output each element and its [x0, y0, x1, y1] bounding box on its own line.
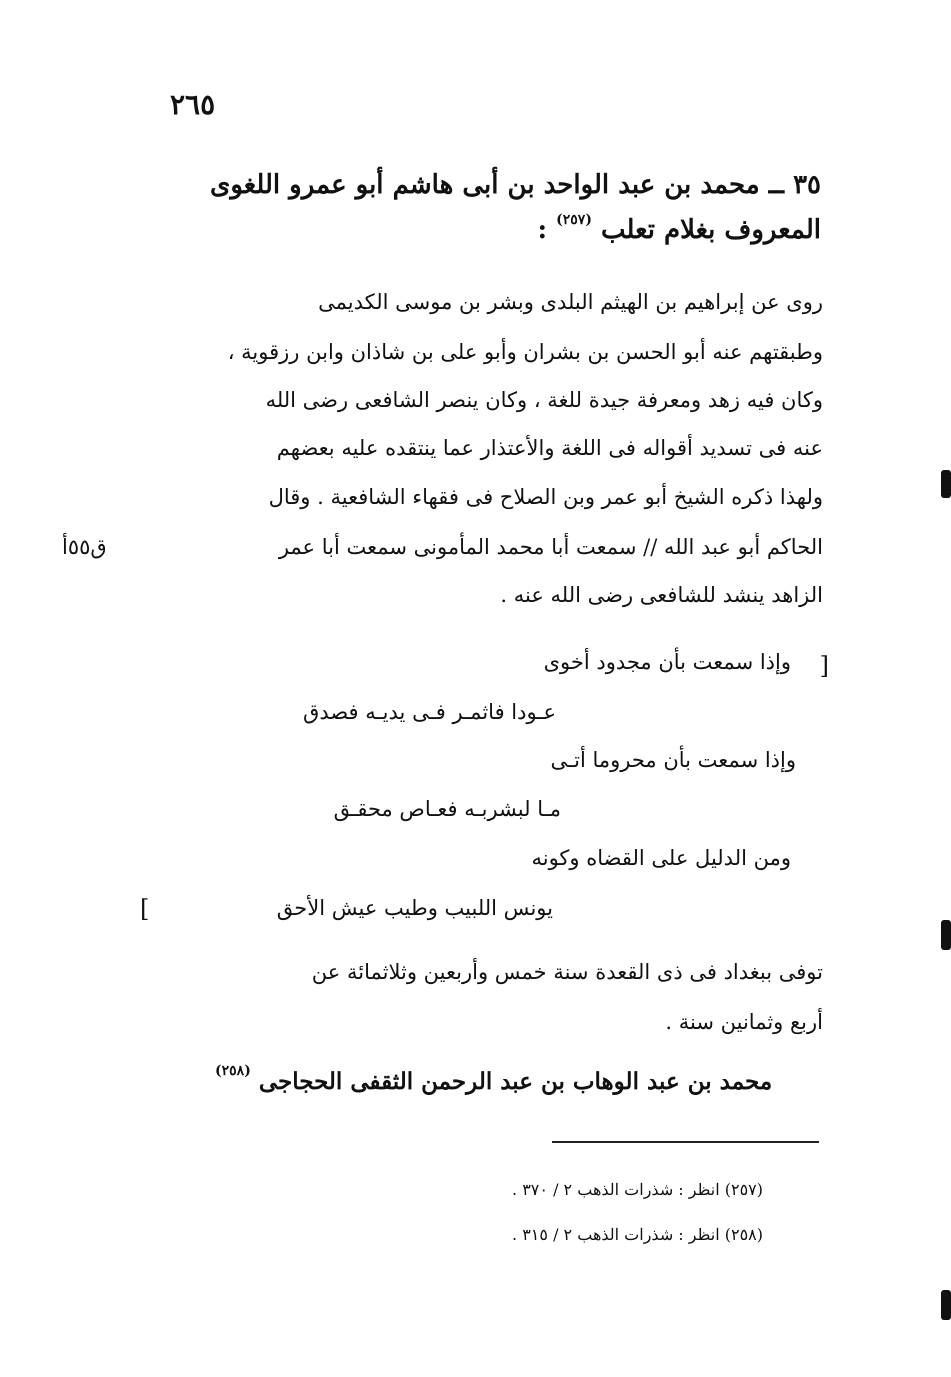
page-number: ٢٦٥	[170, 88, 216, 121]
footnote-reference: (٢٥٧)	[556, 212, 592, 228]
body-line: وكان فيه زهد ومعرفة جيدة للغة ، وكان ينصر الشافعى رضى الله	[265, 388, 823, 412]
body-line: ولهذا ذكره الشيخ أبو عمر وبن الصلاح فى فقهاء الشافعية . وقال	[268, 485, 823, 509]
next-entry-title	[215, 1063, 773, 1095]
death-line: توفى ببغداد فى ذى القعدة سنة خمس وأربعين وثلاثمائة عن	[311, 960, 823, 984]
footnote-reference: (٢٥٨)	[215, 1063, 251, 1079]
entry-title-line-2	[537, 212, 821, 245]
body-line: الحاكم أبو عبد الله // سمعت أبا محمد المأمونى سمعت أبا عمر	[278, 535, 823, 559]
verse-open-bracket: [	[819, 652, 829, 680]
verse-line: يونس اللبيب وطيب عيش الأحق	[276, 896, 553, 920]
body-line: روى عن إبراهيم بن الهيثم البلدى وبشر بن موسى الكديمى	[318, 290, 823, 314]
verse-line: وإذا سمعت بأن مجدود أخوى	[543, 650, 791, 674]
entry-title-colon: :	[537, 215, 548, 245]
body-line: وطبقتهم عنه أبو الحسن بن بشران وأبو على بن شاذان وابن رزقوية ،	[227, 340, 823, 364]
entry-title-line-1: ٣٥ ــ محمد بن عبد الواحد بن أبى هاشم أبو عمرو اللغوى	[210, 170, 821, 200]
footnote: (٢٥٨) انظر : شذرات الذهب ٢ / ٣١٥ .	[512, 1225, 763, 1244]
verse-line: مـا لبشربـه فعـاص محقـق	[333, 797, 561, 821]
verse-line: ومن الدليل على القضاه وكونه	[531, 846, 791, 870]
verse-line: عـودا فاثمـر فـى يديـه فصدق	[303, 700, 556, 724]
verse-line: وإذا سمعت بأن محروما أتـى	[550, 748, 796, 772]
footnote: (٢٥٧) انظر : شذرات الذهب ٢ / ٣٧٠ .	[512, 1180, 763, 1199]
scan-edge-mark	[941, 470, 951, 498]
scan-edge-mark	[941, 920, 951, 950]
body-line: عنه فى تسديد أقواله فى اللغة والأعتذار عما ينتقده عليه بعضهم	[276, 436, 823, 460]
entry-title-name: المعروف بغلام تعلب	[601, 215, 821, 245]
body-line: الزاهد ينشد للشافعى رضى الله عنه .	[500, 583, 823, 607]
next-entry-name: محمد بن عبد الوهاب بن عبد الرحمن الثقفى الحجاجى	[258, 1068, 773, 1095]
death-line: أربع وثمانين سنة .	[665, 1010, 823, 1034]
verse-close-bracket: ]	[140, 895, 150, 923]
footnote-divider	[552, 1141, 819, 1143]
manuscript-folio-reference: ق٥٥أ	[62, 535, 107, 559]
scan-edge-mark	[941, 1290, 951, 1320]
